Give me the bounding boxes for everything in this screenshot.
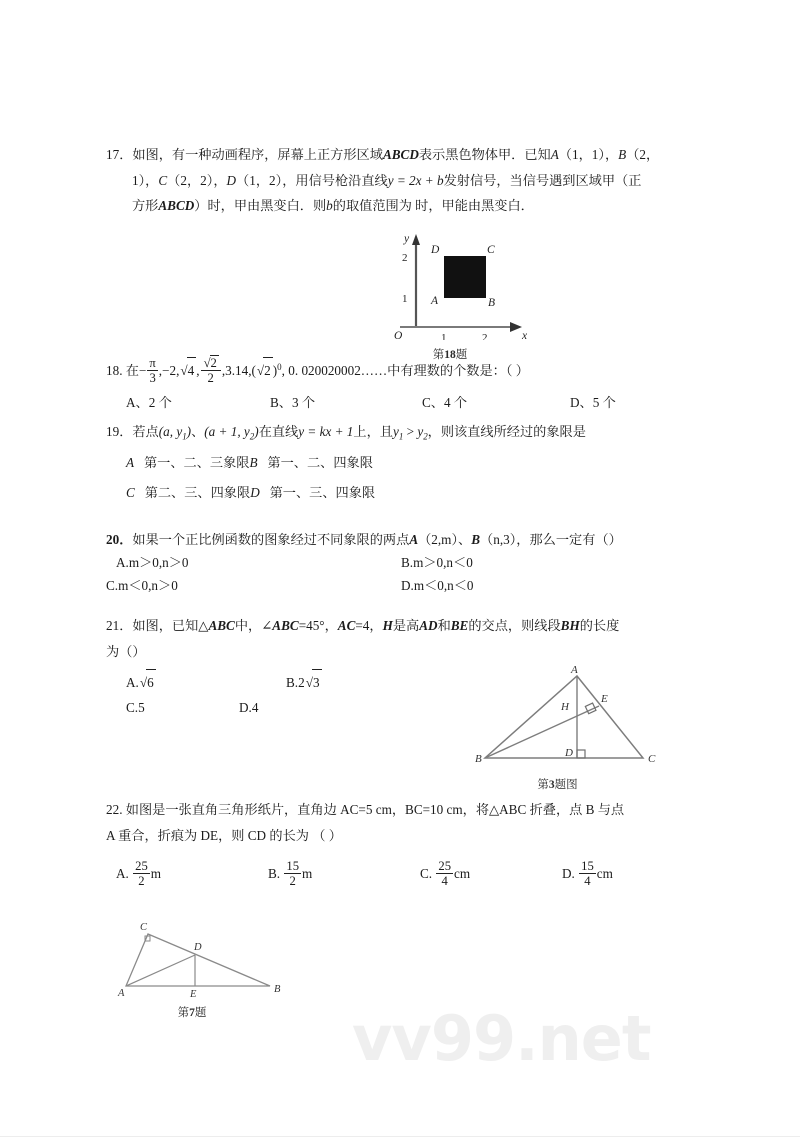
triangle-altitudes-svg	[475, 662, 670, 770]
q17-equation: y = 2x + b	[387, 172, 444, 188]
q19-point-1	[158, 424, 192, 442]
q20-point-B: B	[471, 531, 481, 547]
q22-option-d-fraction	[579, 859, 596, 888]
figure-2-caption	[475, 776, 640, 792]
q20-option-b[interactable]: B.m＞0,n＜0	[401, 555, 473, 570]
q18-decimal-tail: , 0. 020020002……中有理数的个数是：（ ）	[281, 363, 529, 379]
q19-equation: y = kx + 1	[298, 424, 354, 440]
label-C: C	[140, 922, 148, 933]
site-watermark: vv99.net	[352, 1002, 651, 1075]
q17-line-2	[106, 168, 696, 194]
q18-sqrt4-body: 4	[187, 357, 197, 384]
q17-point-C: C	[158, 172, 168, 188]
fig1-caption-pre: 第	[432, 349, 445, 361]
y-tick-2: 2	[402, 252, 408, 264]
q19-point-2	[204, 424, 259, 442]
q18-pi-over-3	[147, 356, 157, 385]
q22-option-a-fraction	[133, 859, 150, 888]
q17-line-3	[106, 193, 696, 219]
q22-c-den: 4	[441, 873, 448, 888]
q21-stem-d: =4，	[355, 618, 383, 634]
segment-ad	[126, 955, 195, 986]
q21-h: H	[382, 618, 393, 634]
question-20-number: 20．	[106, 531, 133, 547]
fig3-caption-num: 7	[189, 1007, 195, 1019]
folded-triangle-svg	[112, 918, 287, 998]
q21-ad: AD	[419, 618, 438, 634]
q22-option-c[interactable]	[420, 859, 562, 888]
q17-C-coord: （2，2），	[167, 172, 227, 188]
label-B: B	[274, 984, 281, 995]
q18-option-c[interactable]: C、4 个	[422, 394, 468, 410]
q21-option-a-label: A.	[126, 674, 139, 690]
q22-option-a-label: A.	[116, 865, 129, 881]
label-E: E	[601, 693, 608, 705]
q18-stem-prefix: 在	[125, 363, 139, 379]
gap-20-21	[106, 597, 696, 613]
q22-c-num: 25	[438, 858, 452, 873]
q21-stem-b: 中，∠	[234, 618, 273, 634]
q19-options-row-1	[106, 450, 696, 476]
q18-314: ,3.14,(	[221, 363, 256, 379]
q18-sqrt2-top-body: 2	[210, 356, 217, 371]
q19-option-d-letter[interactable]: D	[250, 485, 260, 501]
q20-B-coord: （n	[480, 531, 500, 547]
q22-b-den: 2	[289, 873, 296, 888]
q21-stem-i: 的长度	[579, 618, 620, 634]
vertex-label-B: B	[488, 297, 496, 309]
q21-bh: BH	[560, 618, 580, 634]
gap-19-20	[106, 510, 696, 528]
q17-A-coord: （1，1），	[558, 147, 619, 162]
label-D: D	[565, 747, 573, 759]
q21-option-b-radicand: 3	[312, 669, 322, 696]
x-tick-2: 2	[482, 332, 488, 340]
q22-d-den: 4	[584, 873, 591, 888]
q21-option-a[interactable]	[126, 669, 286, 696]
q17-B-coord: （2，	[626, 147, 660, 162]
q18-sqrt4	[179, 357, 196, 384]
question-19	[106, 419, 696, 506]
q22-d-num: 15	[581, 858, 594, 873]
figure-folded-triangle	[112, 918, 287, 1020]
q21-option-b-label: B.2	[286, 674, 305, 690]
q18-term-minus2: ,−2,	[158, 363, 180, 379]
q22-option-b-label: B.	[268, 865, 281, 881]
q19-y2-text: y	[417, 424, 424, 440]
q18-option-a[interactable]: A、2 个	[126, 394, 172, 410]
x-axis-label: x	[522, 330, 528, 340]
q21-stem-e: 是高	[392, 618, 420, 634]
q21-option-a-sqrt	[139, 669, 156, 696]
q18-frac-num	[201, 355, 221, 371]
x-tick-1: 1	[441, 332, 447, 340]
fig3-caption-pre: 第	[177, 1007, 190, 1019]
q22-option-c-unit: cm	[454, 865, 471, 881]
q20-B-end: ,3），那么一定有（）	[499, 531, 622, 547]
q19-option-d-text[interactable]: 第一、三、四象限	[269, 485, 376, 501]
q20-option-a[interactable]: A.m＞0,n＞0	[116, 555, 189, 570]
q22-a-num: 25	[135, 858, 148, 873]
q19-pt1-end: )	[186, 424, 192, 440]
q21-option-c[interactable]: C.5	[126, 700, 145, 716]
q22-option-b-unit: m	[302, 865, 313, 881]
question-17	[106, 142, 696, 219]
question-22	[106, 797, 696, 888]
question-18-number: 18.	[106, 363, 123, 379]
q22-option-d-label: D.	[562, 865, 575, 881]
q22-b-num: 15	[286, 858, 300, 873]
fig2-caption-num: 3	[548, 779, 555, 791]
question-22-number: 22.	[106, 802, 123, 818]
fig2-caption-pre: 第	[537, 779, 549, 791]
radical-sign-icon: √	[305, 674, 313, 690]
q19-stem-c: 上，且	[353, 424, 393, 440]
q19-pt2-text: (a + 1, y	[204, 424, 250, 440]
q17-text-a: 如图，有一种动画程序，屏幕上正方形区域	[132, 147, 383, 162]
q18-close-paren: )	[272, 363, 278, 379]
q19-y2-sub: 2	[423, 431, 428, 442]
q17-abcd-1: ABCD	[382, 147, 419, 162]
q21-stem-c: =45°，	[298, 618, 338, 634]
q18-option-d[interactable]: D、5 个	[570, 394, 616, 410]
q22-option-c-label: C.	[420, 865, 433, 881]
q19-stem-a: 若点	[132, 424, 159, 440]
q18-exponent: 0	[277, 362, 282, 373]
radical-sign-icon: √	[203, 356, 211, 371]
q18-sqrt2-top	[203, 355, 219, 370]
q19-option-b-text[interactable]: 第一、二、四象限	[267, 455, 373, 471]
q20-A-coord: （2,m	[418, 531, 452, 547]
q17-point-D: D	[226, 172, 237, 188]
vertex-label-A: A	[431, 295, 439, 307]
q22-a-den: 2	[138, 873, 145, 888]
vertex-label-C: C	[487, 244, 495, 256]
figure-triangle-altitudes	[475, 662, 670, 792]
figure-3-caption	[112, 1004, 272, 1020]
q18-sqrt2b-body: 2	[263, 357, 273, 384]
y-tick-1: 1	[402, 293, 408, 305]
q18-options	[106, 390, 696, 416]
fig1-caption-post: 题	[455, 349, 468, 361]
q19-option-c-text[interactable]: 第二、三、四象限	[144, 485, 251, 501]
q22-option-b[interactable]	[268, 859, 420, 888]
q22-option-a[interactable]	[116, 859, 268, 888]
triangle-abc-outline	[485, 676, 643, 758]
x-axis-arrow-icon	[510, 322, 522, 332]
q22-option-a-unit: m	[150, 865, 162, 881]
y-axis-arrow-icon	[412, 234, 420, 245]
q18-minus: −	[138, 363, 147, 379]
vertex-label-D: D	[431, 244, 440, 256]
label-E: E	[190, 989, 197, 998]
question-18	[106, 355, 696, 415]
q20-options-row-1	[106, 551, 696, 574]
q19-pt1-text: (a, y	[158, 424, 183, 440]
q17-line3-a: 方形	[132, 198, 159, 214]
q20-option-d[interactable]: D.m＜0,n＜0	[401, 578, 474, 594]
figure-1-caption	[390, 346, 510, 362]
q18-option-b[interactable]: B、3 个	[270, 394, 316, 410]
q17-abcd-2: ABCD	[158, 198, 195, 214]
fig1-caption-num: 18	[444, 349, 456, 361]
q21-abc-1: ABC	[208, 618, 235, 634]
q19-pt2-sub: 2	[249, 431, 255, 442]
q17-line3-c: 的取值范围为 时，甲能由黑变白．	[332, 198, 534, 214]
q18-pi-num: π	[149, 356, 156, 371]
q19-y1-text: y	[392, 424, 399, 440]
q22-line-1: 如图是一张直角三角形纸片，直角边 AC=5 cm，BC=10 cm，将△ABC 折叠，点 B 与点	[125, 802, 625, 818]
q19-option-c-letter[interactable]: C	[126, 485, 135, 501]
q22-options	[106, 859, 696, 888]
q21-abc-2: ABC	[272, 618, 299, 634]
q19-option-b-letter[interactable]: B	[249, 455, 258, 471]
q19-stem-d: ，则该直线所经过的象限是	[427, 424, 586, 440]
q17-line2-a: 1），	[132, 172, 159, 188]
q22-option-d-unit: cm	[596, 865, 613, 881]
y-axis-label: y	[404, 233, 410, 245]
q18-comma1: ,	[196, 363, 200, 379]
label-B: B	[475, 753, 482, 765]
q21-ac: AC	[337, 618, 356, 634]
question-17-number: 17．	[106, 147, 133, 162]
fig3-caption-post: 题	[194, 1007, 207, 1019]
figure-coordinate-square	[386, 228, 536, 362]
q17-var-b: b	[326, 198, 333, 214]
q19-option-a-letter[interactable]: A	[126, 455, 135, 471]
q21-stem-f: 和	[437, 618, 451, 634]
label-A: A	[571, 664, 578, 676]
q18-sqrt2b	[256, 357, 273, 384]
radical-sign-icon: √	[256, 363, 265, 379]
q21-stem-a: 如图，已知△	[132, 618, 209, 634]
q20-point-A: A	[409, 531, 419, 547]
q21-be: BE	[450, 618, 469, 634]
q22-option-b-fraction	[284, 859, 301, 888]
q19-y2	[417, 424, 428, 442]
fig2-caption-post: 题图	[554, 779, 578, 791]
q17-point-A: A	[550, 147, 559, 162]
q19-y1	[392, 424, 404, 442]
question-19-number: 19．	[106, 424, 133, 440]
q17-text-b: 表示黑色物体甲．已知	[418, 147, 551, 162]
q20-option-c[interactable]: C.m＜0,n＞0	[106, 578, 178, 594]
q19-pt1-sub: 1	[182, 431, 187, 442]
q19-y1-sub: 1	[398, 431, 404, 442]
radical-sign-icon: √	[139, 674, 148, 690]
q21-stem-g: 的交点，则线段	[468, 618, 561, 634]
origin-label: O	[394, 330, 403, 340]
q19-pt2-end: )	[254, 424, 259, 440]
right-angle-mark-d	[577, 750, 585, 758]
label-D: D	[194, 942, 202, 953]
q19-option-a-text[interactable]: 第一、二、三象限	[143, 455, 250, 471]
q18-frac-den: 2	[207, 371, 214, 386]
q22-option-d[interactable]	[562, 859, 613, 888]
label-A: A	[118, 988, 125, 998]
q20-stem-a: 如果一个正比例函数的图象经过不同象限的两点	[132, 531, 410, 547]
q21-option-b-sqrt	[305, 669, 322, 696]
q20-options-row-2	[106, 574, 696, 597]
label-H: H	[561, 701, 569, 713]
q19-sep: 、	[191, 424, 205, 440]
q17-line2-b: 发射信号，当信号遇到区域甲（正	[443, 172, 642, 188]
coordinate-square-svg	[386, 228, 536, 340]
q17-point-B: B	[618, 147, 627, 162]
black-square-region	[444, 256, 486, 298]
q21-option-d[interactable]: D.4	[239, 700, 259, 716]
q17-D-coord: （1，2），用信号枪沿直线	[236, 172, 388, 188]
q22-line-2: A 重合，折痕为 DE，则 CD 的长为 （ ）	[106, 827, 342, 843]
q21-option-b[interactable]	[286, 669, 322, 696]
q18-sqrt2-over-2	[201, 355, 221, 385]
question-20	[106, 528, 696, 597]
q22-option-c-fraction	[436, 859, 453, 888]
radical-sign-icon: √	[180, 363, 188, 379]
q17-line3-b: ）时，甲由黑变白．则	[194, 198, 327, 214]
q20-A-end: ）、	[451, 531, 472, 547]
label-C: C	[648, 753, 656, 765]
q19-stem-b: 在直线	[258, 424, 299, 440]
q18-pi-den: 3	[149, 371, 156, 386]
q21-line-2: 为（）	[106, 643, 146, 659]
q19-options-row-2	[106, 480, 696, 506]
q21-option-a-radicand: 6	[146, 669, 156, 696]
q19-gt: >	[403, 424, 418, 440]
question-21-number: 21．	[106, 618, 133, 634]
